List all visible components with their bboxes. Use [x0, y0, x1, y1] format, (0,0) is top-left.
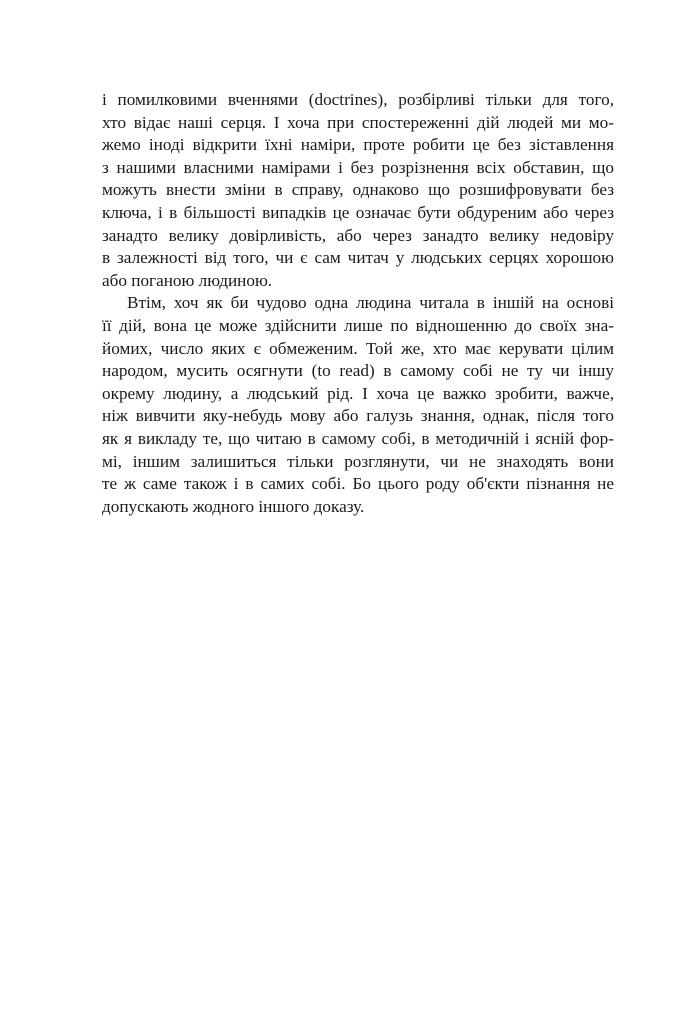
- paragraph-2-line: допускають жодного іншого доказу.: [102, 496, 365, 516]
- paragraph-2-line: те ж саме також і в самих собі. Бо цього роду об'єкти пізнання не: [102, 474, 614, 494]
- paragraph-1-line: і помилковими вченнями (doctrines), розбірливі тільки для того,: [102, 90, 614, 109]
- paragraph-2-line: мі, іншим залишиться тільки розглянути, чи не знаходять вони: [102, 451, 614, 471]
- paragraph-1-line: занадто велику довірливість, або через занадто велику недовіру: [102, 225, 614, 245]
- paragraph-2-line: окрему людину, а людський рід. І хоча це важко зробити, важче,: [102, 383, 614, 403]
- paragraph-1-line: жемо іноді відкрити їхні наміри, проте робити це без зіставлення: [102, 135, 614, 155]
- paragraph-1-line: або поганою людиною.: [102, 270, 273, 290]
- paragraph-2-line: йомих, число яких є обмеженим. Той же, хто має керувати цілим: [102, 338, 614, 358]
- paragraph-1-line: в залежності від того, чи є сам читач у людських серцях хорошою: [102, 248, 614, 268]
- paragraph-2-line: Втім, хоч як би чудово одна людина читала в іншій на основі: [127, 293, 614, 313]
- body-text: [102, 89, 614, 518]
- paragraph-1-line: ключа, і в більшості випадків це означає бути обдуреним або через: [102, 202, 614, 222]
- paragraph-1-line: з нашими власними намірами і без розрізнення всіх обставин, що: [102, 157, 614, 177]
- paragraph-1-line: хто відає наші серця. І хоча при спостереженні дій людей ми мо-: [102, 112, 614, 132]
- paragraph-2-line: народом, мусить осягнути (to read) в самому собі не ту чи іншу: [102, 361, 614, 381]
- paragraph-2-line: як я викладу те, що читаю в самому собі, в методичній і ясній фор-: [102, 428, 614, 448]
- paragraph-2-line: ніж вивчити яку-небудь мову або галузь знання, однак, після того: [102, 406, 614, 426]
- paragraph-1-line: можуть внести зміни в справу, однаково що розшифровувати без: [102, 180, 614, 200]
- paragraph-2-line: її дій, вона це може здійснити лише по відношенню до своїх зна-: [102, 315, 614, 335]
